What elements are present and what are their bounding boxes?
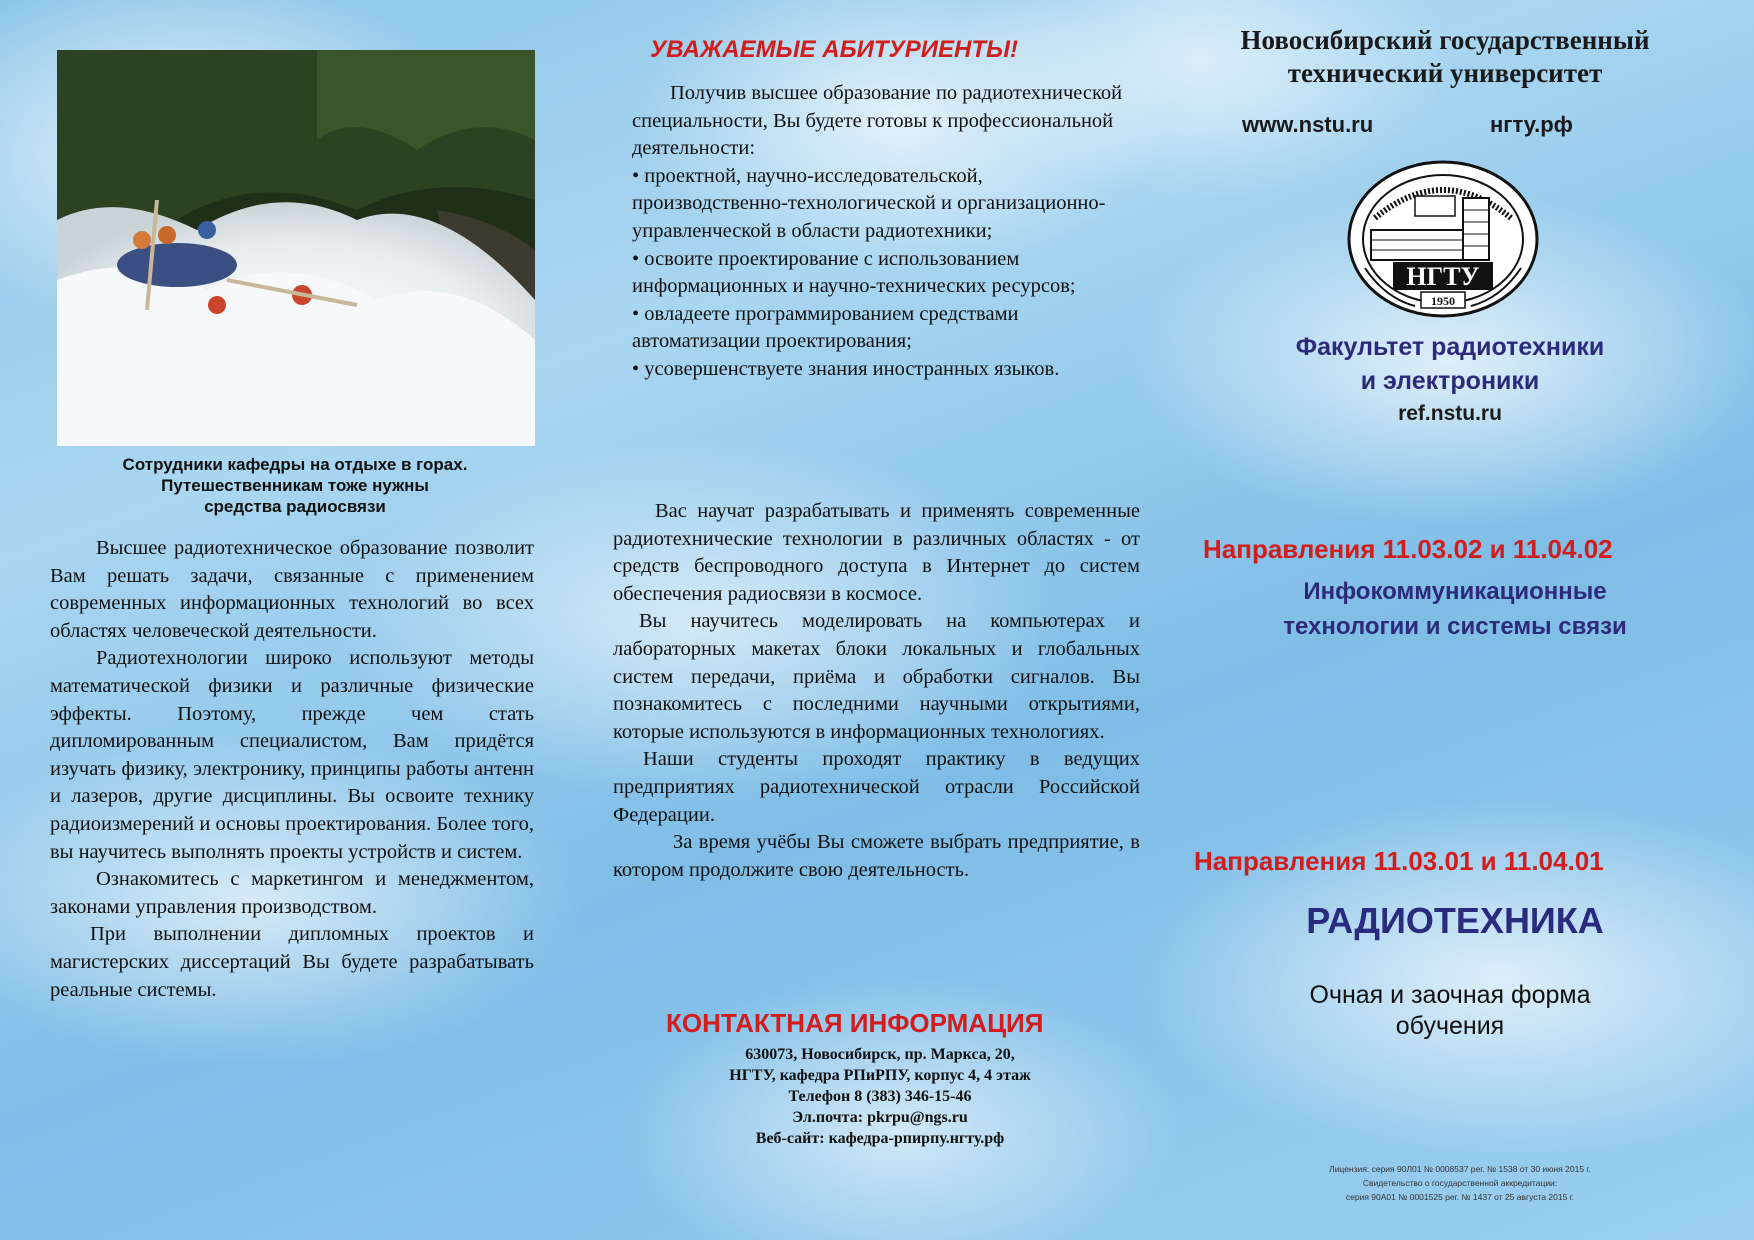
contact-address: 630073, Новосибирск, пр. Маркса, 20, (745, 1046, 1015, 1063)
contact-phone: Телефон 8 (383) 346-15-46 (788, 1088, 972, 1105)
column2-body (613, 498, 1140, 884)
contact-heading: КОНТАКТНАЯ ИНФОРМАЦИЯ (666, 1008, 1044, 1038)
faculty-name-line-2: и электроники (1360, 367, 1540, 395)
caption-line-1: Сотрудники кафедры на отдыхе в горах. (122, 455, 468, 474)
direction2-label: Направления 11.03.01 и 11.04.01 (1194, 846, 1604, 876)
university-logo (1345, 158, 1541, 320)
paragraph: Ознакомитесь с маркетингом и менеджментом, законами управления производством. (50, 868, 534, 918)
column2-intro (632, 80, 1132, 384)
rafting-photo-graphic (57, 50, 535, 446)
logo-year: 1950 (1431, 294, 1455, 308)
direction1-name-line-1: Инфокоммуникационные (1303, 578, 1607, 605)
university-name (1185, 24, 1705, 90)
university-name-line-2: технический университет (1287, 58, 1603, 88)
faculty-url: ref.nstu.ru (1398, 402, 1502, 425)
paragraph: Радиотехнологии широко используют методы математической физики и различные физические эффекты. Поэтому, прежде чем стать дипломированным специалистом, Вам придётся изучать физику, электронику, принципы работы антенн и лазеров, другие дисциплины. Вы освоите технику радиоизмерений и основы проектирования. Более того, вы научитесь выполнять проекты устройств и систем. (50, 647, 534, 863)
bullet-item: • освоите проектирование с использованием информационных и научно-технических ресурсов; (632, 247, 1076, 298)
faculty-name (1240, 330, 1660, 398)
caption-line-2: Путешественникам тоже нужны (161, 476, 429, 495)
intro-paragraph: Получив высшее образование по радиотехнической специальности, Вы будете готовы к профессиональной деятельности: (632, 82, 1123, 160)
study-form-line-1: Очная и заочная форма (1309, 981, 1591, 1009)
faculty-name-line-1: Факультет радиотехники (1295, 333, 1605, 361)
license-line-2: Свидетельство о государственной аккредитации: (1362, 1178, 1558, 1188)
rafting-photo (57, 50, 535, 446)
logo-text: НГТУ (1406, 262, 1480, 291)
applicants-heading: УВАЖАЕМЫЕ АБИТУРИЕНТЫ! (650, 36, 1019, 63)
paragraph: Высшее радиотехническое образование позволит Вам решать задачи, связанные с применением современных информационных технологий во всех областях человеческой деятельности. (50, 537, 534, 642)
direction1-name-line-2: технологии и системы связи (1283, 613, 1627, 640)
bullet-item: • овладеете программированием средствами автоматизации проектирования; (632, 302, 1019, 353)
contact-block (640, 1044, 1120, 1149)
contact-email: Эл.почта: pkrpu@ngs.ru (792, 1109, 968, 1126)
study-form (1250, 980, 1650, 1042)
license-info (1250, 1162, 1670, 1204)
direction2-name: РАДИОТЕХНИКА (1306, 900, 1604, 941)
caption-line-3: средства радиосвязи (204, 497, 386, 516)
university-seal-icon (1345, 158, 1541, 320)
paragraph: Наши студенты проходят практику в ведущих предприятиях радиотехнической отрасли Российской Федерации. (613, 748, 1140, 826)
bullet-item: • проектной, научно-исследовательской, производственно-технологической и организационно-управленческой в области радиотехники; (632, 164, 1106, 242)
license-line-1: Лицензия: серия 90Л01 № 0008537 рег. № 1538 от 30 июня 2015 г. (1329, 1164, 1591, 1174)
direction1-label: Направления 11.03.02 и 11.04.02 (1203, 534, 1613, 564)
contact-department: НГТУ, кафедра РПиРПУ, корпус 4, 4 этаж (729, 1067, 1031, 1084)
photo-caption (60, 454, 530, 517)
column1-body (50, 535, 534, 1004)
study-form-line-2: обучения (1395, 1012, 1505, 1040)
direction1-name (1175, 574, 1735, 644)
paragraph: Вы научитесь моделировать на компьютерах и лабораторных макетах блоки локальных и глобальных систем передачи, приёма и обработки сигналов. Вы познакомитесь с последними научными открытиями, которые используются в информационных технологиях. (613, 610, 1140, 743)
paragraph: Вас научат разрабатывать и применять современные радиотехнические технологии в различных областях - от средств беспроводного доступа в Интернет до систем обеспечения радиосвязи в космосе. (613, 500, 1140, 605)
paragraph: При выполнении дипломных проектов и магистерских диссертаций Вы будете разрабатывать реальные системы. (50, 923, 534, 1001)
university-url: www.nstu.ru (1242, 112, 1374, 137)
contact-website: Веб-сайт: кафедра-рпирпу.нгту.рф (755, 1130, 1005, 1147)
university-url-rf: нгту.рф (1490, 112, 1573, 137)
university-name-line-1: Новосибирский государственный (1240, 25, 1650, 55)
license-line-3: серия 90А01 № 0001525 рег. № 1437 от 25 августа 2015 г. (1345, 1192, 1575, 1202)
bullet-item: • усовершенствуете знания иностранных языков. (632, 357, 1060, 380)
paragraph: За время учёбы Вы сможете выбрать предприятие, в котором продолжите свою деятельность. (613, 831, 1140, 881)
